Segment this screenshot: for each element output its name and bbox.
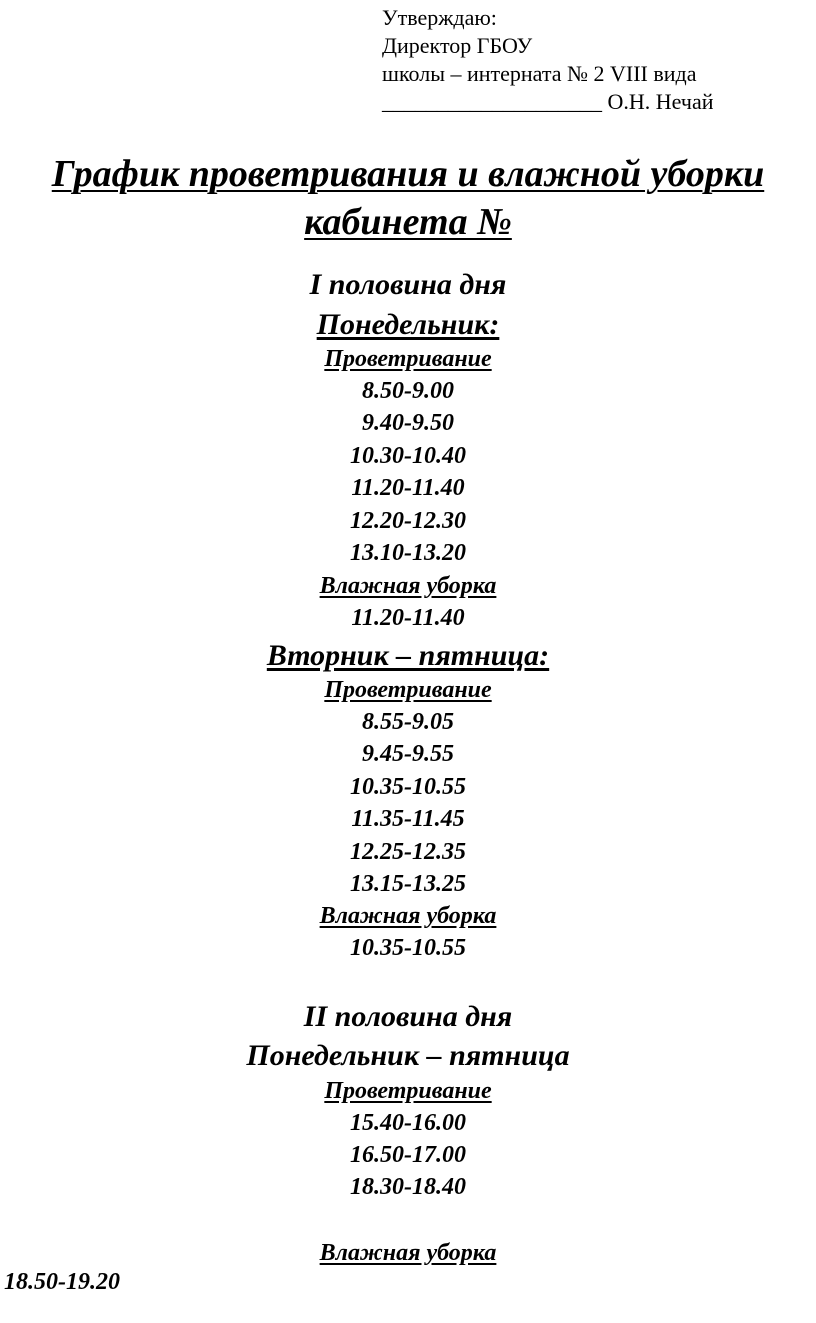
- monday-airing-time: 10.30-10.40: [350, 443, 466, 469]
- tue-fri-airing-time: 11.35-11.45: [351, 806, 465, 832]
- tue-fri-airing-time: 9.45-9.55: [362, 741, 454, 767]
- monday-airing-time: 9.40-9.50: [362, 410, 454, 436]
- approval-signature: ____________________ О.Н. Нечай: [382, 89, 714, 114]
- title-line-2: кабинета №: [304, 201, 512, 243]
- monday-airing-time: 12.20-12.30: [350, 508, 466, 534]
- second-half-heading: II половина дня: [303, 1000, 513, 1033]
- tue-fri-airing-label: Проветривание: [324, 677, 492, 703]
- mon-fri-airing-time: 16.50-17.00: [350, 1142, 466, 1168]
- title-line-1: График проветривания и влажной уборки: [51, 153, 765, 195]
- first-half-heading: I половина дня: [309, 268, 507, 301]
- tue-fri-airing-time: 12.25-12.35: [350, 839, 466, 865]
- mon-fri-cleaning-label: Влажная уборка: [319, 1240, 497, 1266]
- tue-fri-cleaning-label: Влажная уборка: [319, 903, 497, 929]
- tue-fri-heading: Вторник – пятница:: [266, 639, 550, 672]
- monday-airing-time: 11.20-11.40: [351, 475, 465, 501]
- mon-fri-cleaning-time: 18.50-19.20: [4, 1269, 120, 1295]
- tue-fri-airing-time: 8.55-9.05: [362, 709, 454, 735]
- approval-line: Утверждаю:: [382, 5, 497, 30]
- tue-fri-airing-time: 10.35-10.55: [350, 774, 466, 800]
- monday-airing-time: 13.10-13.20: [350, 540, 466, 566]
- monday-cleaning-label: Влажная уборка: [319, 573, 497, 599]
- approval-block: [382, 4, 713, 116]
- monday-airing-label: Проветривание: [324, 346, 492, 372]
- mon-fri-heading: Понедельник – пятница: [246, 1039, 570, 1072]
- tue-fri-cleaning-time: 10.35-10.55: [350, 935, 466, 961]
- page-title: [0, 150, 816, 246]
- approval-school: школы – интерната № 2 VIII вида: [382, 61, 697, 86]
- monday-airing-time: 8.50-9.00: [362, 378, 454, 404]
- monday-cleaning-time: 11.20-11.40: [351, 605, 465, 631]
- mon-fri-airing-label: Проветривание: [324, 1078, 492, 1104]
- tue-fri-airing-time: 13.15-13.25: [350, 871, 466, 897]
- mon-fri-airing-time: 15.40-16.00: [350, 1110, 466, 1136]
- approval-position: Директор ГБОУ: [382, 33, 533, 58]
- monday-heading: Понедельник:: [316, 308, 500, 341]
- mon-fri-airing-time: 18.30-18.40: [350, 1174, 466, 1200]
